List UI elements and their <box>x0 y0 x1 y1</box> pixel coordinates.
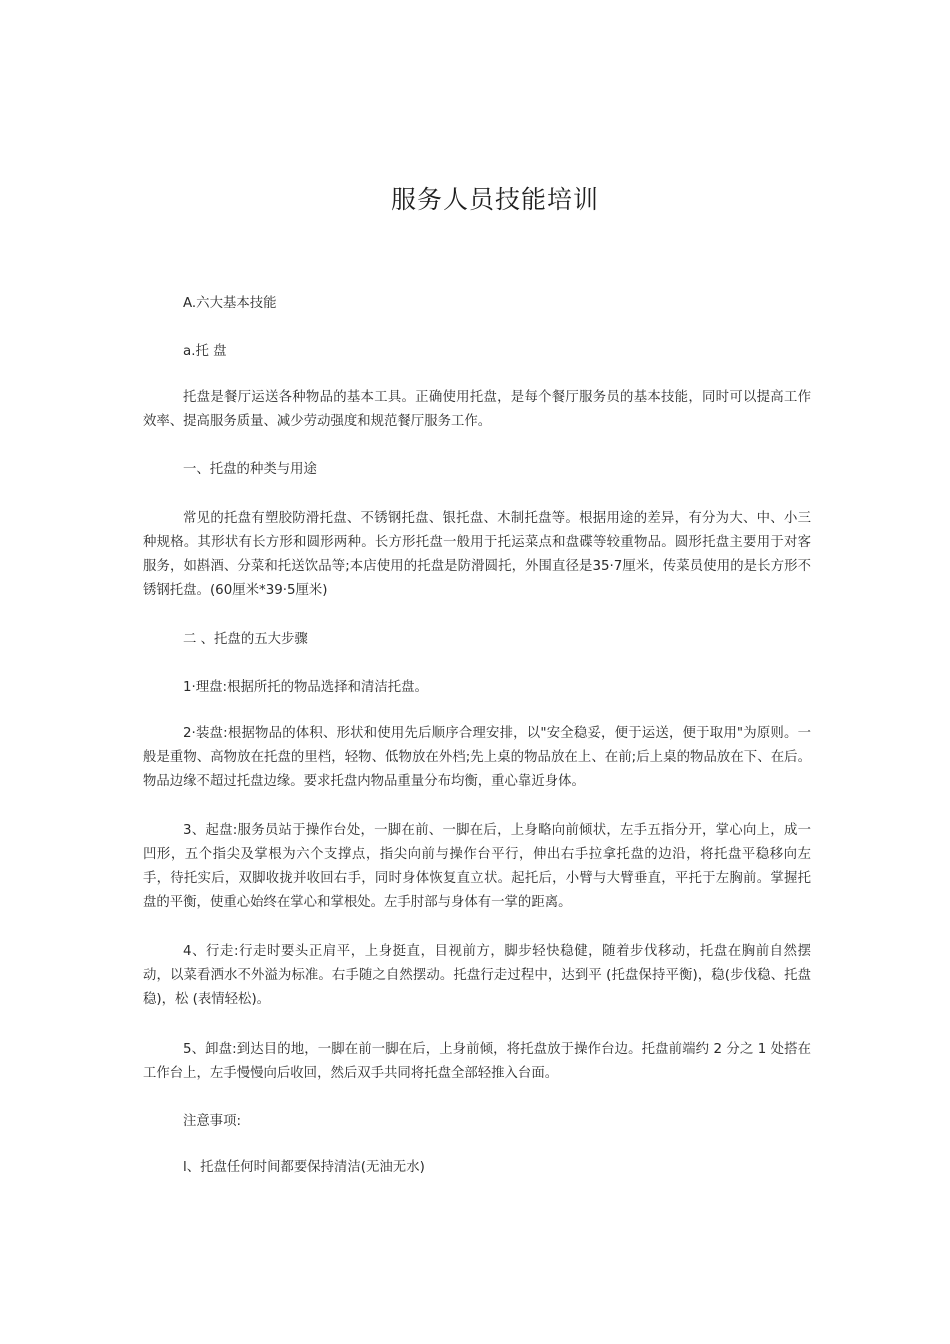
page-title: 服务人员技能培训 <box>390 185 599 214</box>
subsection-heading-tray: a.托 盘 <box>183 344 227 359</box>
tray-types-paragraph: 常见的托盘有塑胶防滑托盘、不锈钢托盘、银托盘、木制托盘等。根据用途的差异，有分为大、中、小三种规格。其形状有长方形和圆形两种。长方形托盘一般用于托运菜点和盘碟等较重物品。圆形托盘主要用于对客服务，如斟酒、分菜和托送饮品等;本店使用的托盘是防滑圆托，外围直径是35·7厘米，传菜员使用的是长方形不锈钢托盘。(60厘米*39·5厘米) <box>143 511 811 598</box>
note-1-paragraph: l、托盘任何时间都要保持清洁(无油无水) <box>183 1160 425 1175</box>
step-1-paragraph: 1·理盘:根据所托的物品选择和清洁托盘。 <box>183 680 428 695</box>
notes-heading: 注意事项: <box>183 1114 242 1129</box>
step-4-paragraph: 4、行走:行走时要头正肩平，上身挺直，目视前方，脚步轻快稳健，随着步伐移动，托盘在胸前自然摆动，以菜看洒水不外溢为标准。右手随之自然摆动。托盘行走过程中，达到平 (托盘保持平衡)，稳(步伐稳、托盘稳)，松 (表情轻松)。 <box>143 944 811 1007</box>
heading-five-steps: 二 、托盘的五大步骤 <box>183 632 308 647</box>
intro-paragraph: 托盘是餐厅运送各种物品的基本工具。正确使用托盘，是每个餐厅服务员的基本技能，同时可以提高工作效率、提高服务质量、减少劳动强度和规范餐厅服务工作。 <box>143 390 811 429</box>
step-5-paragraph: 5、卸盘:到达目的地，一脚在前一脚在后，上身前倾，将托盘放于操作台边。托盘前端约 2 分之 1 处搭在工作台上，左手慢慢向后收回，然后双手共同将托盘全部轻推入台面。 <box>143 1042 811 1081</box>
section-heading-a: A.六大基本技能 <box>183 296 277 311</box>
heading-tray-types: 一、托盘的种类与用途 <box>183 462 317 477</box>
step-3-paragraph: 3、起盘:服务员站于操作台处，一脚在前、一脚在后，上身略向前倾状，左手五指分开，掌心向上，成一凹形，五个指尖及掌根为六个支撑点，指尖向前与操作台平行，伸出右手拉拿托盘的边沿，将托盘平稳移向左手，待托实后，双脚收拢并收回右手，同时身体恢复直立状。起托后，小臂与大臂垂直，平托于左胸前。掌握托盘的平衡，使重心始终在掌心和掌根处。左手肘部与身体有一掌的距离。 <box>143 823 811 910</box>
step-2-paragraph: 2·装盘:根据物品的体积、形状和使用先后顺序合理安排，以"安全稳妥，便于运送，便于取用"为原则。一般是重物、高物放在托盘的里档，轻物、低物放在外档;先上桌的物品放在上、在前;后上桌的物品放在下、在后。物品边缘不超过托盘边缘。要求托盘内物品重量分布均衡，重心靠近身体。 <box>143 726 811 789</box>
